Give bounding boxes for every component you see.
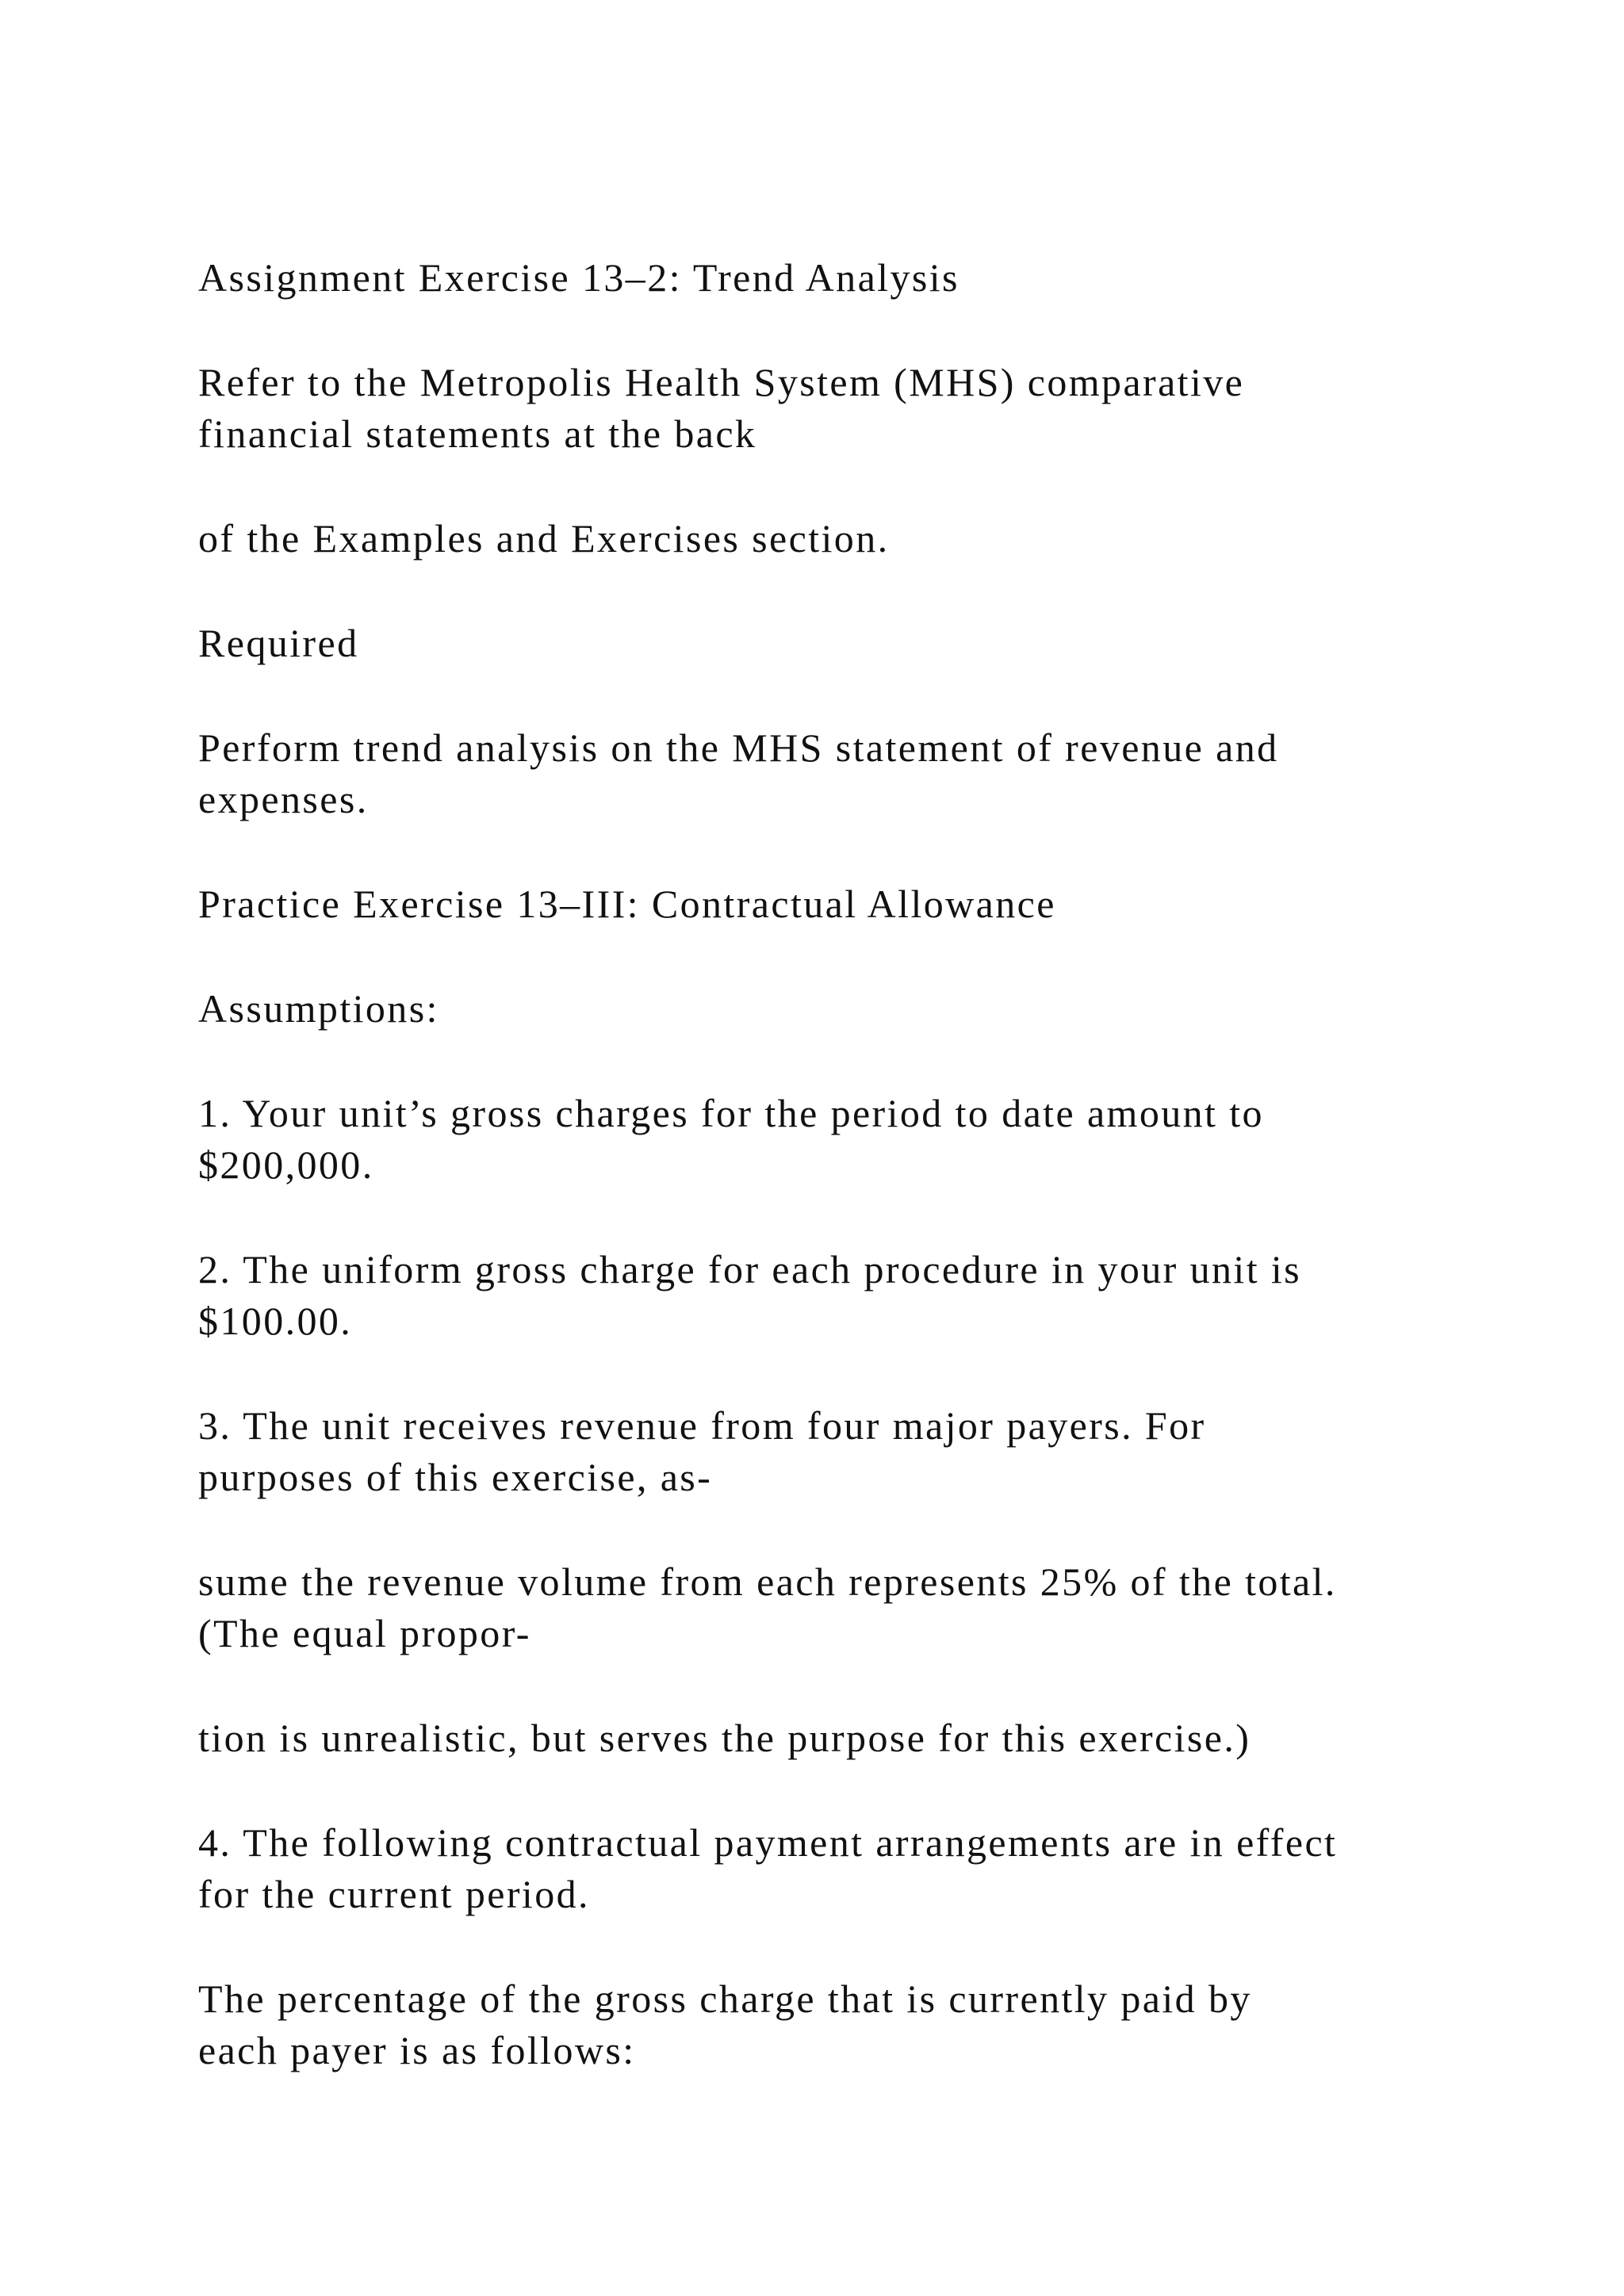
section-label-assumptions: Assumptions: (198, 986, 439, 1031)
paragraph: Refer to the Metropolis Health System (MHS) comparative financial statements at the back (198, 360, 1245, 456)
paragraph: Perform trend analysis on the MHS statement of revenue and expenses. (198, 725, 1279, 821)
assumption-item: 1. Your unit’s gross charges for the period to date amount to $200,000. (198, 1091, 1264, 1187)
paragraph: of the Examples and Exercises section. (198, 516, 890, 561)
paragraph: sume the revenue volume from each represents 25% of the total. (The equal propor- (198, 1559, 1337, 1655)
document-body (198, 252, 1467, 2130)
assumption-item: 3. The unit receives revenue from four major payers. For purposes of this exercise, as- (198, 1403, 1206, 1499)
section-label-required: Required (198, 621, 359, 665)
exercise-heading: Practice Exercise 13–III: Contractual Allowance (198, 882, 1056, 926)
assumption-item: 4. The following contractual payment arrangements are in effect for the current period. (198, 1820, 1338, 1916)
assumption-item: 2. The uniform gross charge for each procedure in your unit is $100.00. (198, 1247, 1302, 1343)
exercise-heading: Assignment Exercise 13–2: Trend Analysis (198, 255, 959, 300)
paragraph: tion is unrealistic, but serves the purpose for this exercise.) (198, 1716, 1251, 1760)
paragraph: The percentage of the gross charge that is currently paid by each payer is as follows: (198, 1976, 1252, 2072)
